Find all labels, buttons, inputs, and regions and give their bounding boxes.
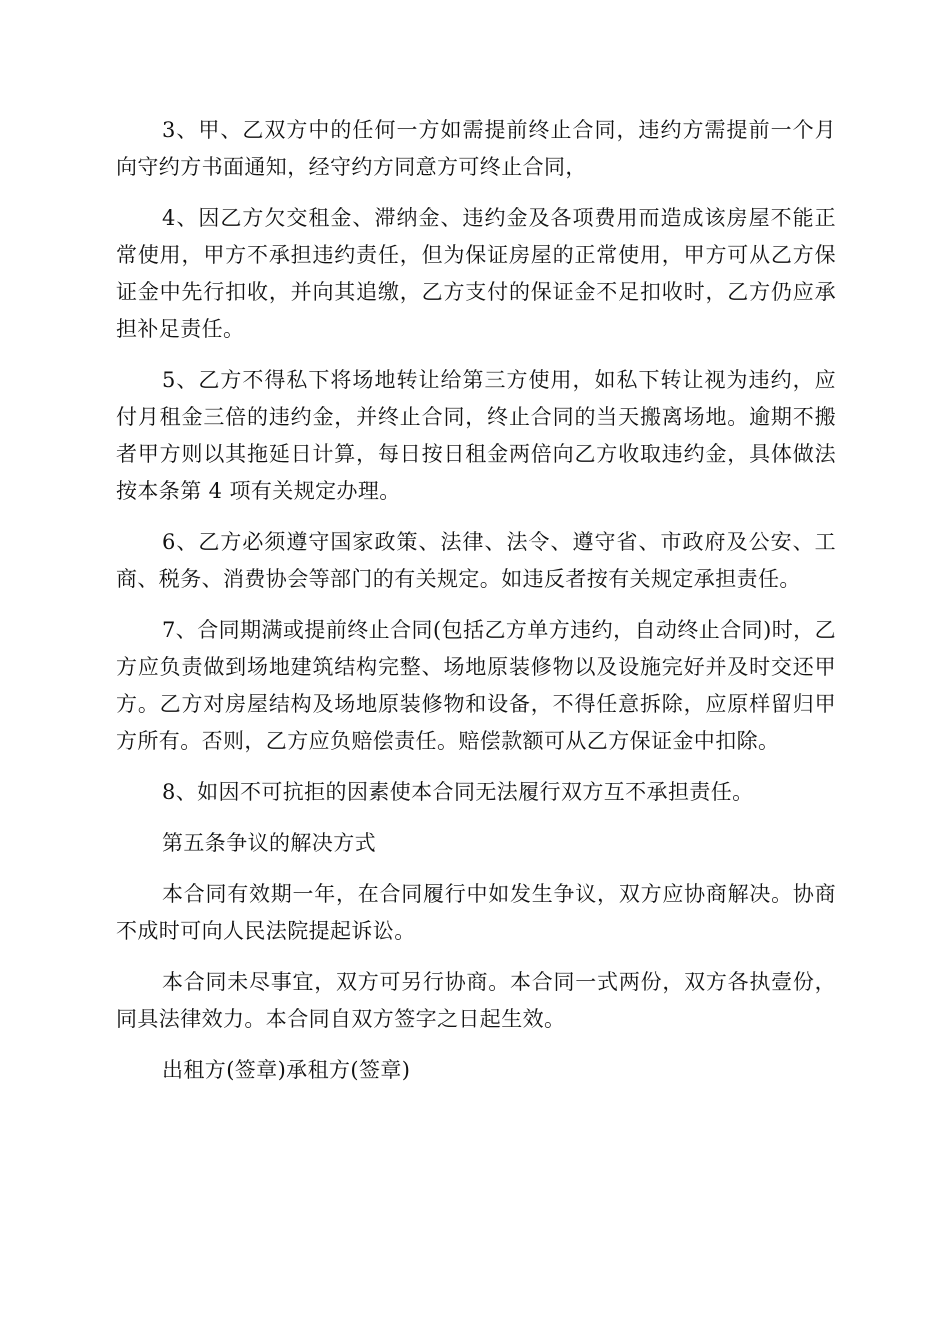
document-body <box>116 112 836 1103</box>
clause-6-paragraph: 6、乙方必须遵守国家政策、法律、法令、遵守省、市政府及公安、工商、税务、消费协会等部门的有关规定。如违反者按有关规定承担责任。 <box>116 530 836 591</box>
clause-5-paragraph: 5、乙方不得私下将场地转让给第三方使用，如私下转让视为违约，应付月租金三倍的违约金，并终止合同，终止合同的当天搬离场地。逾期不搬者甲方则以其拖延日计算，每日按日租金两倍向乙方收取违约金，具体做法按本条第 4 项有关规定办理。 <box>116 368 836 503</box>
dispute-resolution-paragraph: 本合同有效期一年，在合同履行中如发生争议，双方应协商解决。协商不成时可向人民法院提起诉讼。 <box>116 882 836 943</box>
section-heading: 第五条争议的解决方式 <box>162 831 376 855</box>
clause-3-paragraph: 3、甲、乙双方中的任何一方如需提前终止合同，违约方需提前一个月向守约方书面通知，经守约方同意方可终止合同， <box>116 118 836 179</box>
clause-8-paragraph: 8、如因不可抗拒的因素使本合同无法履行双方互不承担责任。 <box>162 780 754 804</box>
miscellaneous-paragraph: 本合同未尽事宜，双方可另行协商。本合同一式两份，双方各执壹份，同具法律效力。本合同自双方签字之日起生效。 <box>116 970 836 1031</box>
clause-7-paragraph: 7、合同期满或提前终止合同(包括乙方单方违约，自动终止合同)时，乙方应负责做到场地建筑结构完整、场地原装修物以及设施完好并及时交还甲方。乙方对房屋结构及场地原装修物和设备，不得任意拆除，应原样留归甲方所有。否则，乙方应负赔偿责任。赔偿款额可从乙方保证金中扣除。 <box>116 618 836 753</box>
clause-4-paragraph: 4、因乙方欠交租金、滞纳金、违约金及各项费用而造成该房屋不能正常使用，甲方不承担违约责任，但为保证房屋的正常使用，甲方可从乙方保证金中先行扣收，并向其追缴，乙方支付的保证金不足扣收时，乙方仍应承担补足责任。 <box>116 206 836 341</box>
signature-line: 出租方(签章)承租方(签章) <box>162 1058 411 1082</box>
